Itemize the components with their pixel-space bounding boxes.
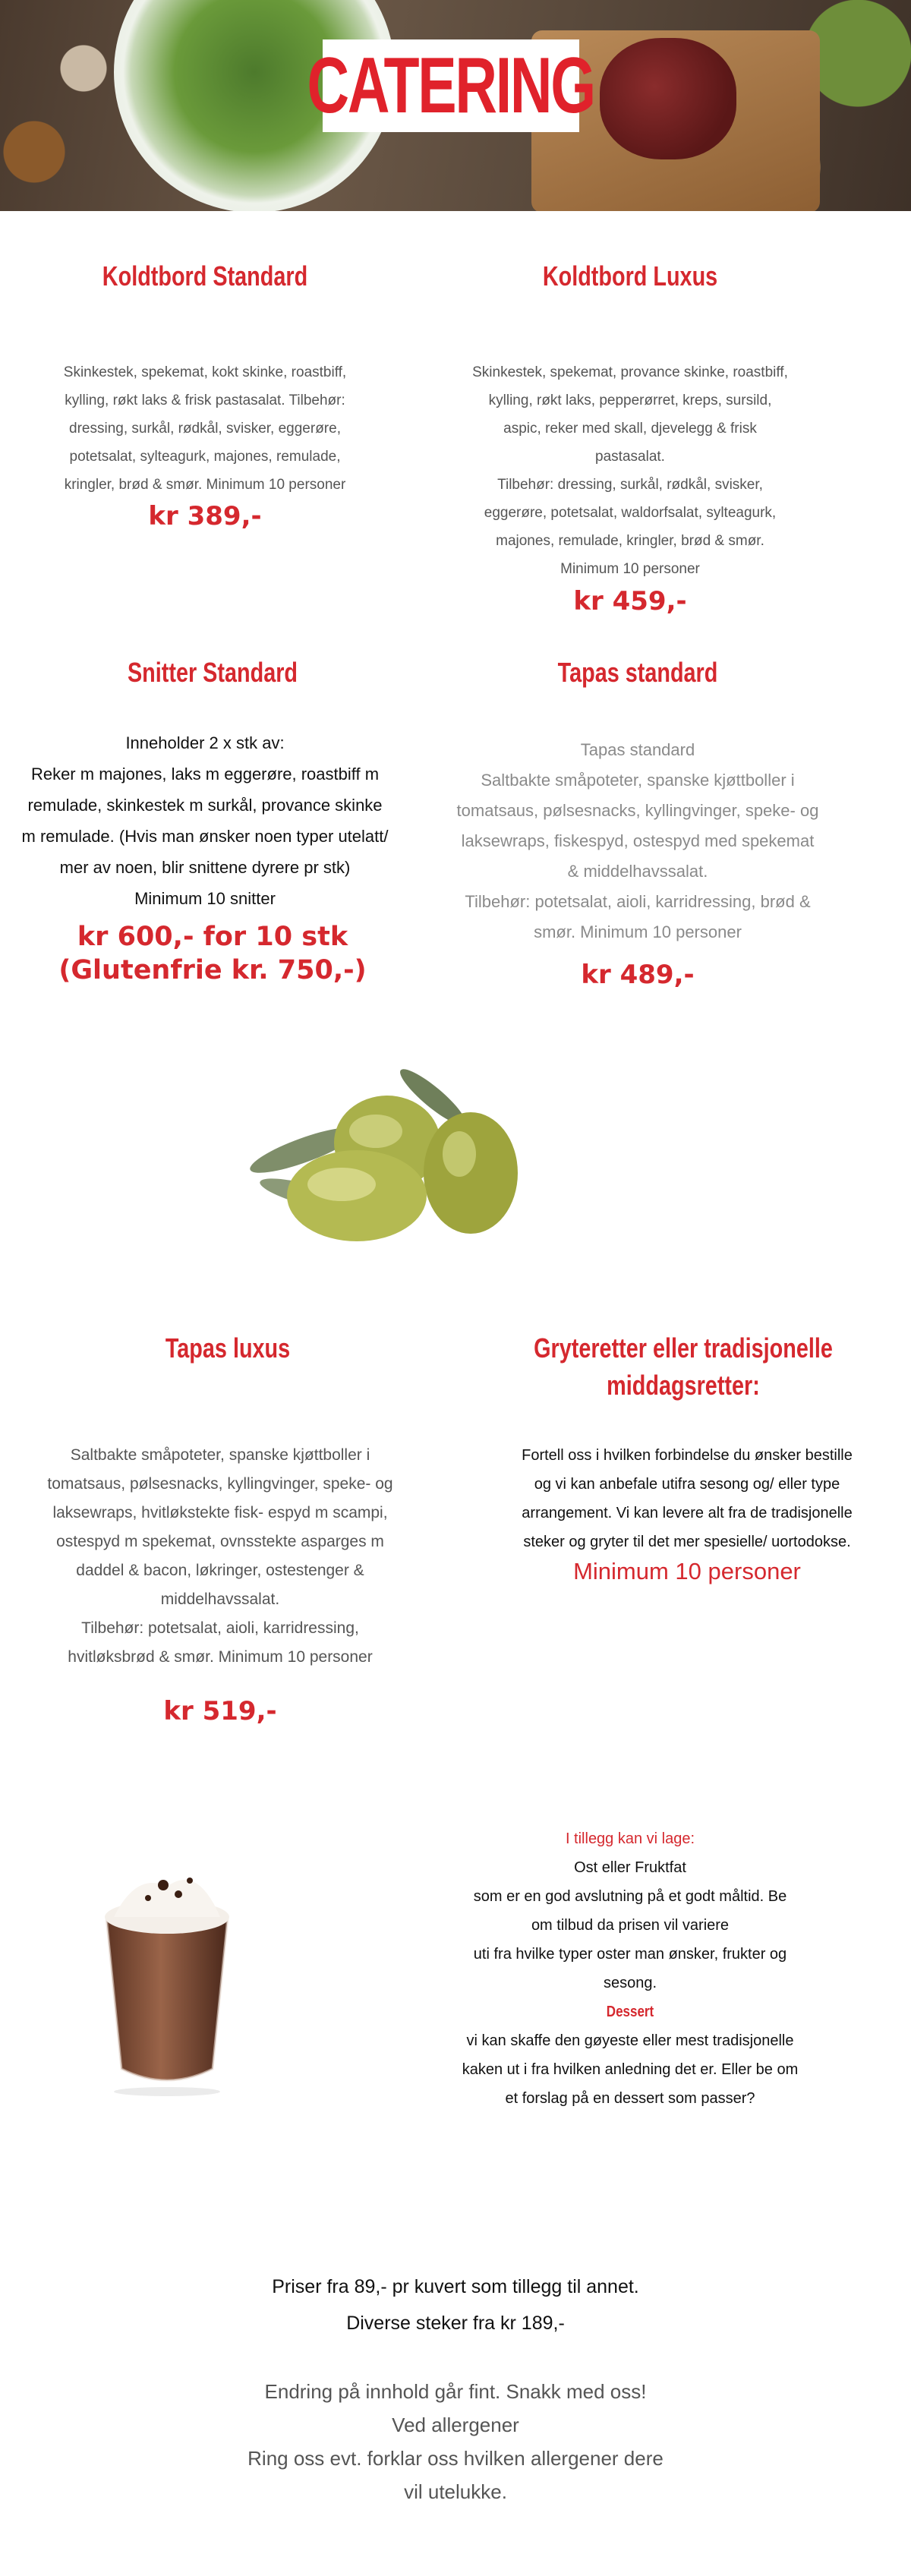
description-line: tomatsaus, pølsesnacks, kyllingvinger, speke- og (456, 801, 819, 820)
gryteretter-description (478, 1441, 896, 1556)
description-line: eggerøre, potetsalat, waldorfsalat, sylteagurk, (484, 505, 777, 521)
gryteretter-minimum-note: Minimum 10 personer (573, 1558, 801, 1584)
description-line: laksewraps, fiskespyd, ostespyd med spekemat (461, 831, 815, 850)
footer-info-line: Endring på innhold går fint. Snakk med oss! (264, 2380, 647, 2403)
footer-info-line: Ved allergener (392, 2414, 519, 2436)
description-line: laksewraps, hvitløkstekte fisk- espyd m scampi, (52, 1504, 388, 1521)
koldtbord-standard-price: kr 389,- (148, 501, 262, 531)
description-line: Saltbakte småpoteter, spanske kjøttboller i (481, 771, 795, 790)
gryteretter-title (507, 1330, 859, 1404)
gryteretter-title-line: middagsretter: (607, 1369, 760, 1401)
hero-title: CATERING (307, 42, 595, 130)
description-line: Tilbehør: potetsalat, aioli, karridressing, brød & (465, 892, 811, 911)
description-line: smør. Minimum 10 personer (534, 922, 742, 941)
dessert-line: et forslag på en dessert som passer? (505, 2090, 755, 2107)
description-line: pastasalat. (595, 449, 665, 465)
tillegg-section (433, 1824, 827, 2113)
description-line: Minimum 10 personer (560, 561, 700, 577)
footer-price-line: Priser fra 89,- pr kuvert som tillegg til annet. (272, 2276, 639, 2297)
koldtbord-standard-description (30, 358, 380, 499)
koldtbord-luxus-description (448, 358, 812, 583)
description-line: remulade, skinkestek m surkål, provance skinke (27, 796, 383, 815)
description-line: Reker m majones, laks m eggerøre, roastbiff m (30, 765, 380, 784)
description-line: ostespyd m spekemat, ovnsstekte asparges m (56, 1533, 384, 1550)
description-line: mer av noen, blir snittene dyrere pr stk) (59, 858, 351, 877)
tapas-luxus-description (23, 1441, 418, 1672)
description-line: Tilbehør: dressing, surkål, rødkål, svisker, (497, 477, 763, 493)
hero-banner (0, 0, 911, 211)
description-line: Skinkestek, spekemat, provance skinke, roastbiff, (472, 364, 788, 380)
description-line: middelhavssalat. (160, 1591, 280, 1608)
description-line: hvitløksbrød & smør. Minimum 10 personer (68, 1648, 373, 1666)
hot-chocolate-dessert-image (91, 1864, 243, 2099)
footer-prices (152, 2269, 759, 2341)
dessert-heading: Dessert (606, 2004, 654, 2020)
description-line: kylling, røkt laks & frisk pastasalat. Tilbehør: (65, 393, 345, 408)
snitter-standard-description (0, 727, 410, 914)
description-line: Minimum 10 snitter (134, 889, 276, 908)
description-line: tomatsaus, pølsesnacks, kyllingvinger, speke- og (47, 1475, 393, 1493)
koldtbord-luxus-title: Koldtbord Luxus (542, 260, 718, 292)
tapas-standard-price: kr 489,- (581, 960, 695, 990)
snitter-standard-gluten-free-price: (Glutenfrie kr. 750,-) (58, 955, 367, 985)
description-line: kylling, røkt laks, pepperørret, kreps, sursild, (488, 393, 772, 408)
description-line: Tilbehør: potetsalat, aioli, karridressing, (81, 1619, 359, 1637)
meat-image (600, 38, 736, 159)
description-line: dressing, surkål, rødkål, svisker, eggerøre, (69, 421, 341, 437)
snitter-standard-price-block (0, 920, 425, 987)
tillegg-line: uti fra hvilke typer oster man ønsker, frukter og (473, 1946, 787, 1963)
dessert-line: kaken ut i fra hvilken anledning det er. Eller be om (462, 2061, 799, 2078)
snitter-standard-title: Snitter Standard (127, 657, 298, 688)
olives-image (243, 1059, 531, 1256)
tapas-standard-title: Tapas standard (557, 657, 718, 688)
description-line: Inneholder 2 x stk av: (125, 733, 285, 752)
footer-info-line: vil utelukke. (404, 2480, 507, 2503)
description-line: Fortell oss i hvilken forbindelse du ønsker bestille (522, 1447, 853, 1464)
footer-info (152, 2375, 759, 2508)
description-line: aspic, reker med skall, djevelegg & frisk (503, 421, 757, 437)
tapas-luxus-title: Tapas luxus (165, 1332, 291, 1364)
description-line: daddel & bacon, løkringer, ostestenger & (76, 1562, 364, 1579)
description-line: steker og gryter til det mer spesielle/ uortodokse. (523, 1534, 851, 1550)
description-line: Tapas standard (580, 740, 695, 759)
tapas-luxus-price: kr 519,- (163, 1696, 277, 1726)
description-line: m remulade. (Hvis man ønsker noen typer utelatt/ (21, 827, 389, 846)
tillegg-line: om tilbud da prisen vil variere (531, 1917, 730, 1934)
tillegg-line: sesong. (603, 1975, 657, 1991)
snitter-standard-price: kr 600,- for 10 stk (77, 922, 348, 952)
tillegg-line: Ost eller Fruktfat (574, 1859, 686, 1876)
description-line: potetsalat, sylteagurk, majones, remulade, (69, 449, 341, 465)
description-line: majones, remulade, kringler, brød & smør. (496, 533, 764, 549)
footer-info-line: Ring oss evt. forklar oss hvilken allergener dere (247, 2447, 664, 2470)
description-line: kringler, brød & smør. Minimum 10 personer (64, 477, 346, 493)
description-line: Saltbakte småpoteter, spanske kjøttboller i (70, 1446, 370, 1464)
footer-price-line: Diverse steker fra kr 189,- (346, 2313, 565, 2334)
description-line: & middelhavssalat. (567, 862, 708, 881)
gryteretter-title-line: Gryteretter eller tradisjonelle (534, 1332, 833, 1364)
description-line: arrangement. Vi kan levere alt fra de tradisjonelle (522, 1505, 853, 1521)
hero-title-box (307, 39, 595, 132)
dessert-line: vi kan skaffe den gøyeste eller mest tradisjonelle (466, 2032, 794, 2049)
tillegg-heading: I tillegg kan vi lage: (565, 1830, 695, 1847)
koldtbord-standard-title: Koldtbord Standard (102, 260, 308, 292)
koldtbord-luxus-price: kr 459,- (573, 586, 687, 616)
description-line: og vi kan anbefale utifra sesong og/ eller type (534, 1476, 840, 1493)
tapas-standard-description (456, 735, 820, 947)
tillegg-line: som er en god avslutning på et godt måltid. Be (473, 1888, 787, 1905)
description-line: Skinkestek, spekemat, kokt skinke, roastbiff, (63, 364, 347, 380)
